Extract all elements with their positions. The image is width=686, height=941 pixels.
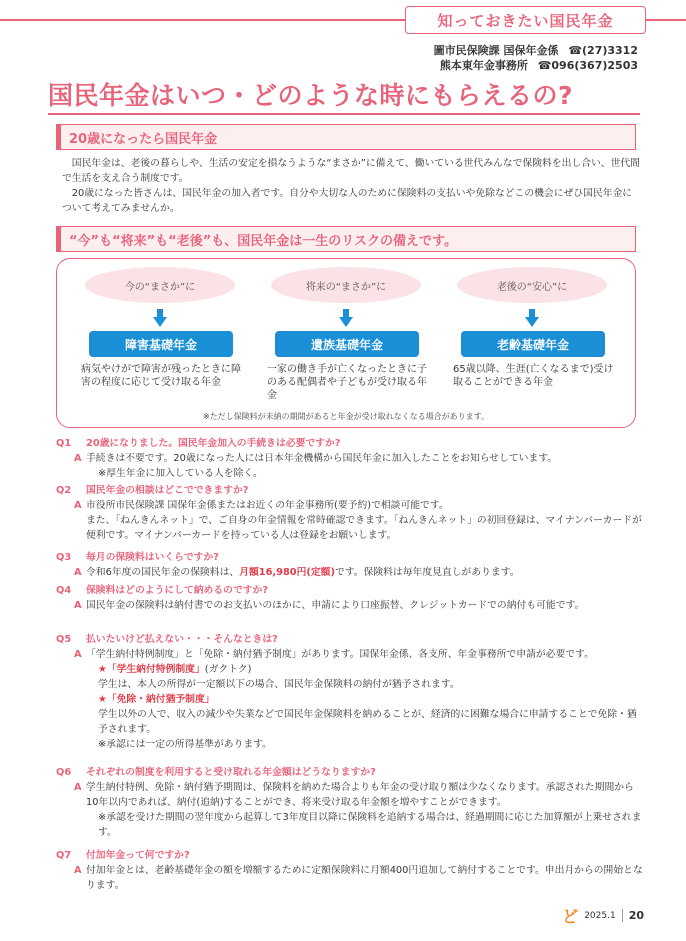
disability-pension-desc: 病気やけがで障害が残ったときに障害の程度に応じて受け取る年金: [81, 364, 241, 388]
section-tag: 知っておきたい国民年金: [405, 6, 646, 34]
student-deferral-text: 学生は、本人の所得が一定額以下の場合、国民年金保険料の納付が猶予されます。: [98, 679, 460, 690]
risk-note: ※ただし保険料が未納の期間があると年金が受け取れなくなる場合があります。: [202, 412, 490, 421]
premium-amount: 月額16,980円(定額): [239, 567, 335, 578]
arrow-down-icon: [153, 309, 167, 327]
contact-line-1: [434, 42, 638, 58]
faq-question: [56, 632, 644, 647]
faq-question-text: 国民年金の相談はどこでできますか?: [86, 485, 249, 496]
faq-number: Q6: [56, 767, 72, 778]
answer-mark: A: [74, 567, 82, 578]
faq-item-q6: [56, 765, 644, 840]
faq-question: [56, 436, 644, 451]
faq-item-q3: [56, 550, 644, 580]
faq-answer-text: です。保険料は毎年度見直しがあります。: [334, 567, 520, 578]
faq-note-text: ※承認には一定の所得基準があります。: [98, 739, 272, 750]
faq-question-text: 保険料はどのようにして納めるのですか?: [86, 585, 269, 596]
faq-answer-text: 市役所市民保険課 国保年金係またはお近くの年金事務所(要予約)で相談可能です。: [86, 500, 449, 511]
contact-phone-1: ☎(27)3312: [568, 44, 638, 57]
faq-question: [56, 583, 644, 598]
answer-mark: A: [74, 865, 82, 876]
contact-line-2: [440, 57, 638, 73]
survivor-pension-desc: 一家の働き手が亡くなったときに子のある配偶者や子どもが受け取る年金: [267, 364, 427, 401]
faq-question: [56, 483, 644, 498]
faq-number: Q4: [56, 585, 72, 596]
faq-item-q7: [56, 848, 644, 893]
faq-note-text: ※厚生年金に加入している人を除く。: [98, 468, 263, 479]
survivor-pension-label: 遺族基礎年金: [275, 331, 419, 357]
faq-question: [56, 848, 644, 863]
student-deferral-title: ★「学生納付特例制度」: [98, 664, 205, 675]
faq-answer-text: 学生納付特例、免除・納付猶予期間は、保険料を納めた場合よりも年金の受け取り額は少なくなります。承認された期間から10年以内であれば、納付(追納)することができ、将来受け取る年金額を増やすことができます。: [86, 782, 634, 808]
exemption-text: 学生以外の人で、収入の減少や失業などで国民年金保険料を納めることが、経済的に困難な場合に申請することで免除・猶予されます。: [98, 709, 637, 735]
risk-column-disability: [75, 267, 245, 389]
disability-pension-label: 障害基礎年金: [89, 331, 233, 357]
answer-mark: A: [74, 500, 82, 511]
faq-answer: [56, 565, 644, 580]
answer-mark: A: [74, 782, 82, 793]
faq-question-text: 毎月の保険料はいくらですか?: [86, 552, 219, 563]
answer-mark: A: [74, 600, 82, 611]
faq-answer-note: [56, 466, 644, 481]
faq-sub-text: [56, 677, 644, 692]
oldage-pension-desc: 65歳以降、生涯(亡くなるまで)受け取ることができる年金: [453, 364, 614, 388]
faq-number: Q7: [56, 850, 72, 861]
bubble-now: 今の“まさか”に: [85, 267, 235, 303]
faq-question-text: 払いたいけど払えない・・・そんなときは?: [86, 634, 278, 645]
issue-date: 2025.1: [584, 910, 616, 921]
faq-answer-text: 付加年金とは、老齢基礎年金の額を増額するために定額保険料に月額400円追加して納付することです。申出月からの開始となります。: [86, 865, 643, 891]
faq-item-q1: [56, 436, 644, 481]
intro-paragraph-1: 国民年金は、老後の暮らしや、生活の安定を損なうような“まさか”に備えて、働いている世代みんなで保険料を出し合い、世代間で生活を支え合う制度です。: [62, 158, 640, 184]
student-deferral-nickname: (ガクトク): [204, 664, 252, 675]
risk-panel: [56, 258, 636, 428]
faq-answer-note: [56, 810, 644, 840]
page-number: 20: [622, 909, 644, 922]
intro-paragraph-2: 20歳になった皆さんは、国民年金の加入者です。自分や大切な人のために保険料の支払いや免除などこの機会にぜひ国民年金について考えてみませんか。: [62, 188, 633, 214]
faq-answer-text: 令和6年度の国民年金の保険料は、: [86, 567, 240, 578]
page-title: 国民年金はいつ・どのような時にもらえるの?: [48, 81, 574, 110]
risk-column-survivor: [261, 267, 431, 402]
answer-mark: A: [74, 453, 82, 464]
faq-answer: [56, 863, 644, 893]
contact-org-2: 熊本東年金事務所: [439, 59, 528, 72]
faq-number: Q3: [56, 552, 72, 563]
faq-sub-item: [56, 692, 644, 707]
faq-question-text: 付加年金って何ですか?: [86, 850, 190, 861]
title-underline: [48, 113, 640, 115]
faq-question-text: 20歳になりました。国民年金加入の手続きは必要ですか?: [86, 438, 341, 449]
faq-answer: [56, 451, 644, 466]
faq-question-text: それぞれの制度を利用すると受け取れる年金額はどうなりますか?: [86, 767, 376, 778]
oldage-pension-label: 老齢基礎年金: [461, 331, 605, 357]
arrow-down-icon: [525, 309, 539, 327]
faq-answer: [56, 647, 644, 662]
faq-answer-note: [56, 737, 644, 752]
faq-answer-text: また、「ねんきんネット」で、ご自身の年金情報を常時確認できます。「ねんきんネット」の初回登録は、マイナンバーカードが便利です。マイナンバーカードを持っている人は登録をお願いします。: [86, 515, 642, 541]
header-rule-left: [0, 19, 405, 21]
faq-note-text: ※承認を受けた期間の翌年度から起算して3年度目以降に保険料を追納する場合は、経過期間に応じた加算額が上乗せされます。: [98, 812, 642, 838]
faq-number: Q5: [56, 634, 72, 645]
faq-sub-item: [56, 662, 644, 677]
arrow-down-icon: [339, 309, 353, 327]
faq-question: [56, 765, 644, 780]
risk-column-oldage: [447, 267, 617, 389]
contact-org-1: 圖市民保険課 国保年金係: [433, 44, 559, 57]
magazine-logo: ど: [562, 907, 579, 926]
exemption-title: ★「免除・納付猶予制度」: [98, 694, 215, 705]
section-heading-20: 20歳になったら国民年金: [56, 124, 636, 150]
faq-item-q5: [56, 632, 644, 752]
intro-text: [62, 156, 640, 216]
faq-sub-text: [56, 707, 644, 737]
answer-mark: A: [74, 649, 82, 660]
header-rule-right: [646, 19, 686, 21]
faq-answer-text: 「学生納付特例制度」と「免除・納付猶予制度」があります。国保年金係、各支所、年金事務所で申請が必要です。: [86, 649, 594, 660]
faq-number: Q2: [56, 485, 72, 496]
section-heading-risk: “今”も“将来”も“老後”も、国民年金は一生のリスクの備えです。: [56, 226, 636, 252]
faq-answer: [56, 780, 644, 810]
bubble-oldage: 老後の“安心”に: [457, 267, 607, 303]
faq-answer-text: 国民年金の保険料は納付書でのお支払いのほかに、申請により口座振替、クレジットカードでの納付も可能です。: [86, 600, 585, 611]
contact-phone-2: ☎096(367)2503: [537, 59, 638, 72]
bubble-future: 将来の“まさか”に: [271, 267, 421, 303]
page-footer: [562, 904, 644, 927]
faq-number: Q1: [56, 438, 72, 449]
faq-answer: [56, 498, 644, 513]
faq-answer-text: 手続きは不要です。20歳になった人には日本年金機構から国民年金に加入したことをお知らせしています。: [86, 453, 558, 464]
faq-item-q4: [56, 583, 644, 613]
faq-answer: [56, 513, 644, 543]
faq-question: [56, 550, 644, 565]
faq-item-q2: [56, 483, 644, 543]
faq-answer: [56, 598, 644, 613]
